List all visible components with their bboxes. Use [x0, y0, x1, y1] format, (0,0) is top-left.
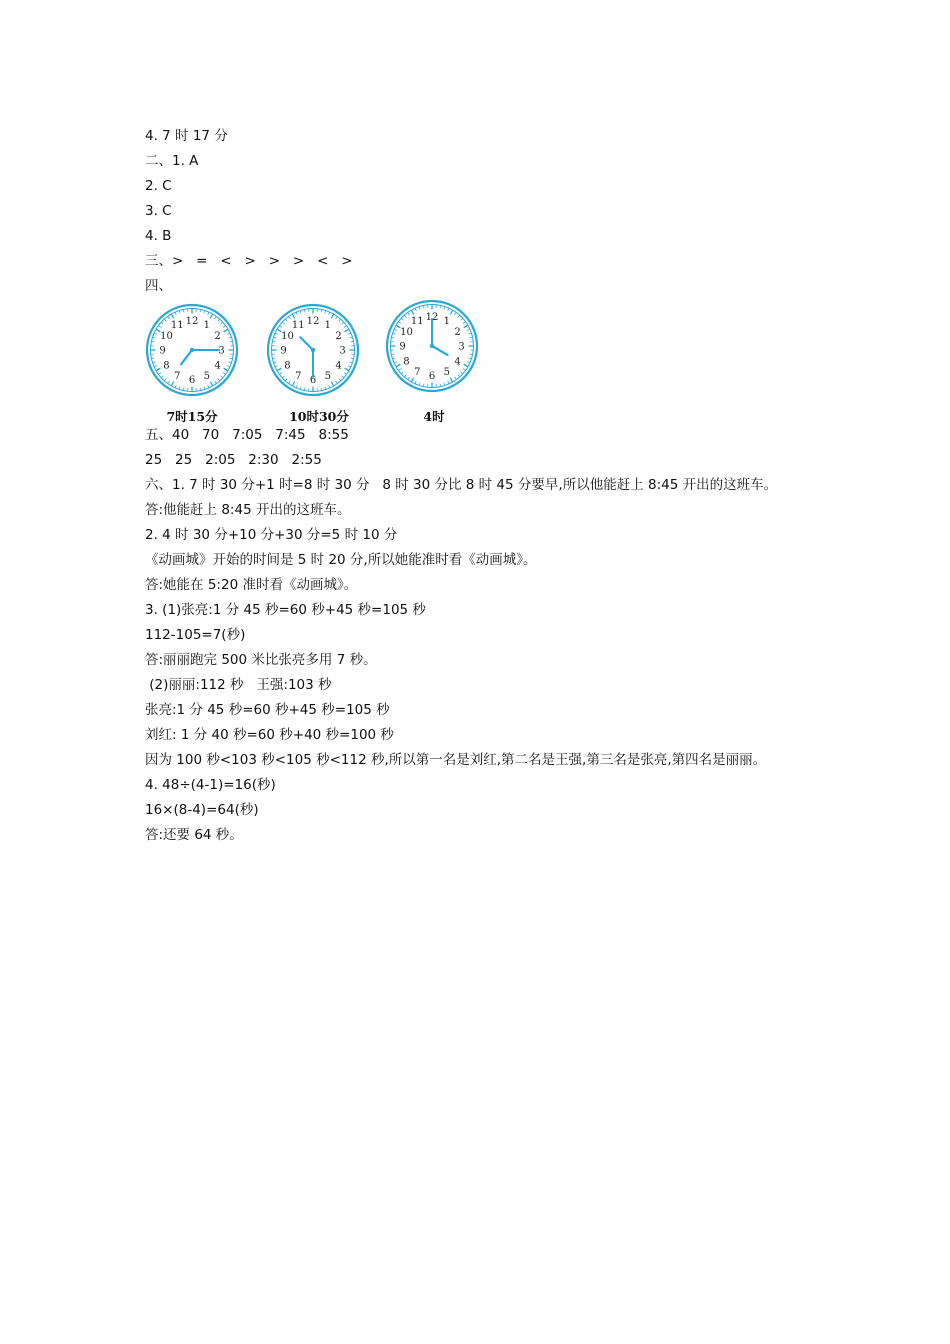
clock-numeral: 10: [400, 326, 413, 338]
answer-line: 2. 4 时 30 分+10 分+30 分=5 时 10 分: [145, 527, 398, 543]
clock-tick: [230, 341, 233, 342]
clock-tick: [296, 312, 297, 315]
clock-numeral: 7: [174, 371, 181, 383]
clock-tick: [171, 382, 174, 386]
clock-center: [311, 348, 315, 352]
clock-tick: [168, 381, 170, 383]
clock-numeral: 7: [414, 367, 421, 379]
clock-tick: [215, 381, 217, 383]
clock-tick: [164, 379, 166, 381]
clock-tick: [223, 326, 225, 328]
clock-numeral: 3: [218, 345, 225, 357]
clock-numeral: 3: [458, 341, 465, 353]
clock-tick: [444, 383, 445, 386]
clock-tick: [455, 377, 457, 379]
clock-tick: [158, 326, 160, 328]
clock-tick: [401, 372, 403, 374]
clock-tick: [391, 354, 394, 355]
clock-tick: [398, 322, 400, 324]
clock-tick: [275, 333, 278, 334]
clock-tick: [393, 333, 396, 334]
clock-tick: [229, 337, 232, 338]
clock-tick: [394, 362, 397, 363]
clock-numeral: 11: [170, 319, 184, 331]
clock-label: 4时: [423, 409, 445, 424]
clock-tick: [218, 379, 220, 381]
clock-tick: [398, 369, 400, 371]
clock-numeral: 12: [425, 312, 439, 323]
clock-tick: [282, 376, 284, 378]
clock-numeral: 11: [291, 319, 305, 331]
clock-tick: [151, 358, 154, 359]
clock-tick: [230, 358, 233, 359]
section-6-heading: 六、1. 7 时 30 分+1 时=8 时 30 分 8 时 30 分比 8 时 45 分要早,所以他能赶上 8:45 开出的这班车。: [145, 477, 778, 493]
clock-tick: [350, 337, 353, 338]
clock-numeral: 8: [163, 360, 170, 372]
clock-tick: [393, 358, 396, 359]
clock-tick: [289, 316, 291, 318]
clock-tick: [463, 369, 465, 371]
answer-line: 《动画城》开始的时间是 5 时 20 分,所以她能准时看《动画城》。: [145, 552, 537, 568]
clock-numeral: 2: [214, 330, 221, 342]
answer-line: 25 25 2:05 2:30 2:55: [145, 452, 322, 468]
clock-face-icon: [144, 302, 240, 398]
clock-tick: [419, 383, 420, 386]
clock-tick: [401, 318, 403, 320]
clock-tick: [464, 364, 468, 367]
clock-tick: [179, 387, 180, 390]
clock-tick: [440, 305, 441, 308]
clock-tick: [351, 341, 354, 342]
clock-tick: [350, 362, 353, 363]
clock-center: [430, 344, 434, 348]
clock-tick: [153, 337, 156, 338]
clock-tick: [396, 364, 400, 367]
hour-hand: [432, 346, 448, 355]
clock-tick: [342, 376, 344, 378]
clock-tick: [208, 385, 209, 388]
clock-tick: [455, 312, 457, 314]
clock-tick: [469, 333, 472, 334]
clock-numeral: 1: [443, 315, 450, 327]
clock-tick: [404, 375, 406, 377]
clock-tick: [158, 373, 160, 375]
section-5-heading: 五、40 70 7:05 7:45 8:55: [145, 427, 349, 443]
clock-tick: [325, 311, 326, 314]
clock-tick: [342, 322, 344, 324]
clock-numeral: 6: [428, 371, 436, 382]
clock-tick: [336, 316, 338, 318]
clock-tick: [336, 381, 338, 383]
clock-numeral: 6: [309, 375, 317, 386]
clock-tick: [423, 305, 424, 308]
clock-tick: [470, 354, 473, 355]
clock-tick: [200, 388, 201, 391]
clock-tick: [329, 312, 330, 315]
clock-tick: [423, 384, 424, 387]
clock-tick: [458, 375, 460, 377]
clock-tick: [296, 385, 297, 388]
clock-tick: [394, 329, 397, 330]
clock-tick: [275, 366, 278, 367]
clock-numeral: 8: [403, 356, 410, 368]
clock-tick: [154, 333, 157, 334]
answer-line: 16×(8-4)=64(秒): [145, 802, 259, 818]
clock-tick: [408, 312, 410, 314]
clock-tick: [227, 333, 230, 334]
answer-line: 张亮:1 分 45 秒=60 秒+45 秒=105 秒: [145, 702, 390, 718]
clock-numeral: 4: [454, 356, 461, 368]
hour-hand: [181, 350, 192, 364]
clock-tick: [161, 322, 163, 324]
clock-tick: [304, 388, 305, 391]
clock-tick: [168, 316, 170, 318]
clock-numeral: 5: [324, 371, 331, 383]
clock-tick: [450, 378, 453, 382]
answer-line: 答:还要 64 秒。: [145, 827, 243, 843]
clock-numeral: 4: [214, 360, 221, 372]
clock-tick: [325, 387, 326, 390]
clock-tick: [279, 373, 281, 375]
clock-tick: [464, 325, 468, 328]
clock-tick: [331, 314, 334, 318]
clock-tick: [227, 366, 230, 367]
section-3-heading: 三、> = < > > > < >: [145, 253, 353, 269]
clock-tick: [218, 319, 220, 321]
answer-line: 4. B: [145, 228, 172, 244]
clock-tick: [344, 326, 346, 328]
clock-tick: [339, 319, 341, 321]
clock-tick: [285, 379, 287, 381]
clock-tick: [448, 381, 449, 384]
answer-line: 2. C: [145, 178, 172, 194]
answer-line: 3. (1)张亮:1 分 45 秒=60 秒+45 秒=105 秒: [145, 602, 426, 618]
clock-label: 7时15分: [166, 409, 218, 424]
clock-tick: [153, 362, 156, 363]
clock-tick: [223, 373, 225, 375]
clock-tick: [467, 329, 470, 330]
clock-tick: [161, 376, 163, 378]
clock-numeral: 12: [306, 316, 320, 327]
clock-tick: [183, 309, 184, 312]
clock-numeral: 9: [399, 341, 406, 353]
clock-tick: [210, 382, 213, 386]
clock-tick: [204, 387, 205, 390]
section-2-heading: 二、1. A: [145, 153, 199, 169]
clock-tick: [300, 387, 301, 390]
clock-tick: [461, 372, 463, 374]
clock-tick: [321, 388, 322, 391]
clock-tick: [221, 376, 223, 378]
clock-tick: [204, 311, 205, 314]
clock-tick: [304, 309, 305, 312]
clock-tick: [175, 312, 176, 315]
clock-numeral: 7: [295, 371, 302, 383]
clock-tick: [151, 341, 154, 342]
clock-tick: [274, 362, 277, 363]
clock-numeral: 4: [335, 360, 342, 372]
clock-tick: [156, 368, 160, 371]
clock-tick: [282, 322, 284, 324]
clock-tick: [210, 314, 213, 318]
clock-numeral: 10: [160, 330, 173, 342]
clock-tick: [300, 311, 301, 314]
clock-numeral: 9: [159, 345, 166, 357]
clock-tick: [411, 378, 414, 382]
clock-tick: [277, 368, 281, 371]
clock-numeral: 6: [188, 375, 196, 386]
clock-face-icon: [265, 302, 361, 398]
clock-tick: [391, 337, 394, 338]
answer-line: 4. 7 时 17 分: [145, 128, 228, 144]
clock-tick: [440, 384, 441, 387]
clock-tick: [179, 311, 180, 314]
clock-tick: [348, 366, 351, 367]
clock-tick: [221, 322, 223, 324]
clock-tick: [419, 307, 420, 310]
clock-numeral: 5: [443, 367, 450, 379]
clock-numeral: 3: [339, 345, 346, 357]
clock-tick: [345, 329, 349, 332]
clock-tick: [331, 382, 334, 386]
clock-tick: [448, 308, 449, 311]
clock-numeral: 12: [185, 316, 199, 327]
clock-numeral: 9: [280, 345, 287, 357]
answer-line: 答:他能赶上 8:45 开出的这班车。: [145, 502, 351, 518]
clock-tick: [183, 388, 184, 391]
clock-tick: [339, 379, 341, 381]
clock-numeral: 8: [284, 360, 291, 372]
clock-numeral: 10: [281, 330, 294, 342]
clock-tick: [171, 314, 174, 318]
clock-tick: [444, 307, 445, 310]
answer-line: 3. C: [145, 203, 172, 219]
clock-tick: [345, 368, 349, 371]
clock-tick: [463, 322, 465, 324]
clock-tick: [469, 358, 472, 359]
clock-numeral: 1: [324, 319, 331, 331]
clock-tick: [285, 319, 287, 321]
answer-line: 4. 48÷(4-1)=16(秒): [145, 777, 276, 793]
clock-tick: [208, 312, 209, 315]
clock-label: 10时30分: [289, 409, 349, 424]
clock-tick: [415, 308, 416, 311]
clock-numeral: 5: [203, 371, 210, 383]
clock-numeral: 1: [203, 319, 210, 331]
clock-numeral: 2: [454, 326, 461, 338]
clock-tick: [467, 362, 470, 363]
clock-tick: [404, 315, 406, 317]
clock-tick: [411, 310, 414, 314]
clock-tick: [224, 368, 228, 371]
clock-tick: [292, 382, 295, 386]
clock-tick: [321, 309, 322, 312]
answer-line: 112-105=7(秒): [145, 627, 246, 643]
clock-tick: [289, 381, 291, 383]
clock-tick: [279, 326, 281, 328]
clock-tick: [274, 337, 277, 338]
clock-center: [190, 348, 194, 352]
answer-line: 因为 100 秒<103 秒<105 秒<112 秒,所以第一名是刘红,第二名是王强,第三名是张亮,第四名是丽丽。: [145, 752, 767, 768]
hour-hand: [300, 337, 313, 350]
clock-tick: [175, 385, 176, 388]
clock-numeral: 2: [335, 330, 342, 342]
clock-tick: [224, 329, 228, 332]
clock-tick: [154, 366, 157, 367]
clock-numeral: 11: [410, 315, 424, 327]
clock-tick: [415, 381, 416, 384]
answer-line: 答:丽丽跑完 500 米比张亮多用 7 秒。: [145, 652, 377, 668]
clock-face-icon: [384, 298, 480, 394]
clock-tick: [408, 377, 410, 379]
clock-tick: [164, 319, 166, 321]
clock-tick: [344, 373, 346, 375]
clock-tick: [272, 358, 275, 359]
clock-tick: [450, 310, 453, 314]
clock-tick: [470, 337, 473, 338]
clock-tick: [272, 341, 275, 342]
clock-tick: [200, 309, 201, 312]
clock-tick: [348, 333, 351, 334]
clock-tick: [292, 314, 295, 318]
answer-line: 刘红: 1 分 40 秒=60 秒+40 秒=100 秒: [145, 727, 394, 743]
clock-tick: [458, 315, 460, 317]
answer-line: 答:她能在 5:20 准时看《动画城》。: [145, 577, 358, 593]
clock-tick: [351, 358, 354, 359]
clock-tick: [215, 316, 217, 318]
clock-tick: [461, 318, 463, 320]
clock-tick: [329, 385, 330, 388]
section-4-heading: 四、: [145, 278, 172, 294]
clock-tick: [229, 362, 232, 363]
answer-line: (2)丽丽:112 秒 王强:103 秒: [145, 677, 332, 693]
